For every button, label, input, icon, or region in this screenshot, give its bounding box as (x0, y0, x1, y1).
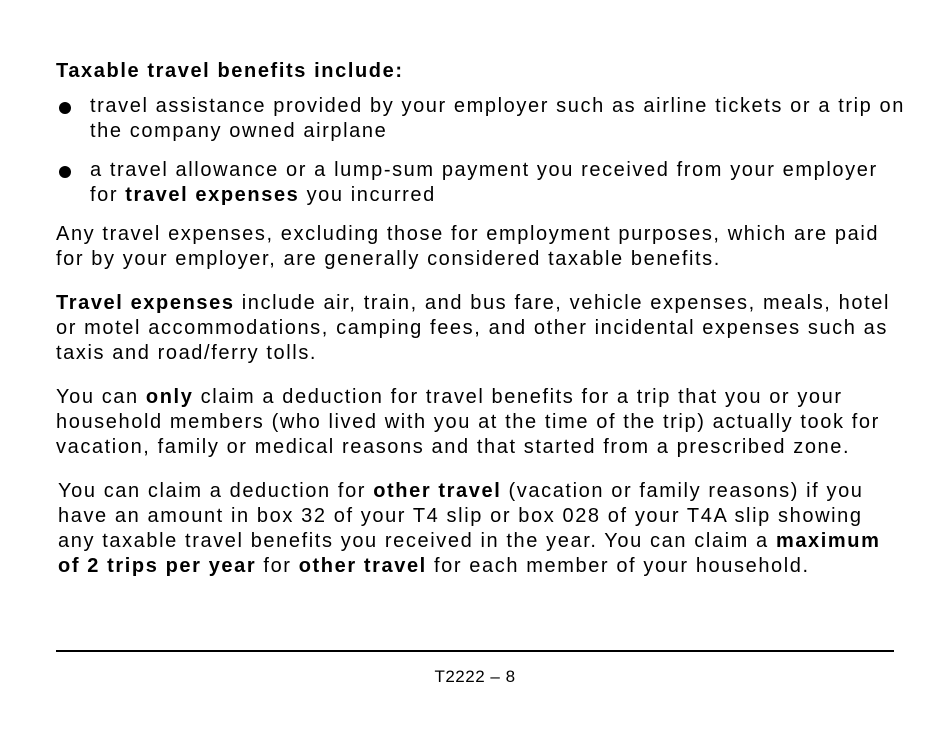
benefits-list (56, 94, 906, 208)
page-number: T2222 – 8 (434, 667, 516, 686)
paragraph-text: include air, train, and bus fare, vehicle expenses, meals, hotel or motel accommodations, camping fees, and other incidental expenses such as taxis and road/ferry tolls. (56, 292, 890, 364)
paragraph-text: You can claim a deduction for (58, 480, 374, 502)
paragraph-taxable-expenses: Any travel expenses, excluding those for employment purposes, which are paid for by your employer, are generally considered taxable benefits. (56, 223, 880, 270)
bullet-icon (59, 102, 71, 114)
list-item-text: travel assistance provided by your employer such as airline tickets or a trip on the company owned airplane (90, 95, 905, 142)
bold-term: only (145, 386, 194, 408)
bold-term: other travel (373, 480, 502, 502)
list-item-text-after: you incurred (299, 184, 436, 206)
bullet-icon (59, 166, 71, 178)
paragraph-text: claim a deduction for travel benefits for a trip that you or your household members (who lived with you at the time of the trip) actually took for vacation, family or medical reasons and that started from a prescribed zone. (56, 386, 880, 458)
page-content (56, 59, 906, 579)
section-heading: Taxable travel benefits include: (56, 60, 404, 82)
list-item (56, 158, 906, 208)
bold-term: maximum of 2 trips per year (58, 530, 881, 577)
footer-divider (56, 650, 894, 652)
paragraph-deduction-eligibility (56, 385, 906, 460)
list-item-text-before: a travel allowance or a lump-sum payment you received from your employer for (90, 159, 878, 206)
bold-term: other travel (298, 555, 427, 577)
bold-term: Travel expenses (56, 292, 235, 314)
paragraph-text: You can (56, 386, 146, 408)
paragraph-travel-expenses-definition (56, 291, 906, 366)
paragraph-text: (vacation or family reasons) if you have an amount in box 32 of your T4 slip or box 028 of your T4A slip showing any taxable travel benefits you received in the year. You can claim a (58, 480, 864, 552)
paragraph-other-travel (56, 479, 906, 579)
paragraph-text: for (256, 555, 299, 577)
paragraph-text: for each member of your household. (426, 555, 810, 577)
list-item-bold-term: travel expenses (125, 184, 300, 206)
list-item (56, 94, 906, 144)
